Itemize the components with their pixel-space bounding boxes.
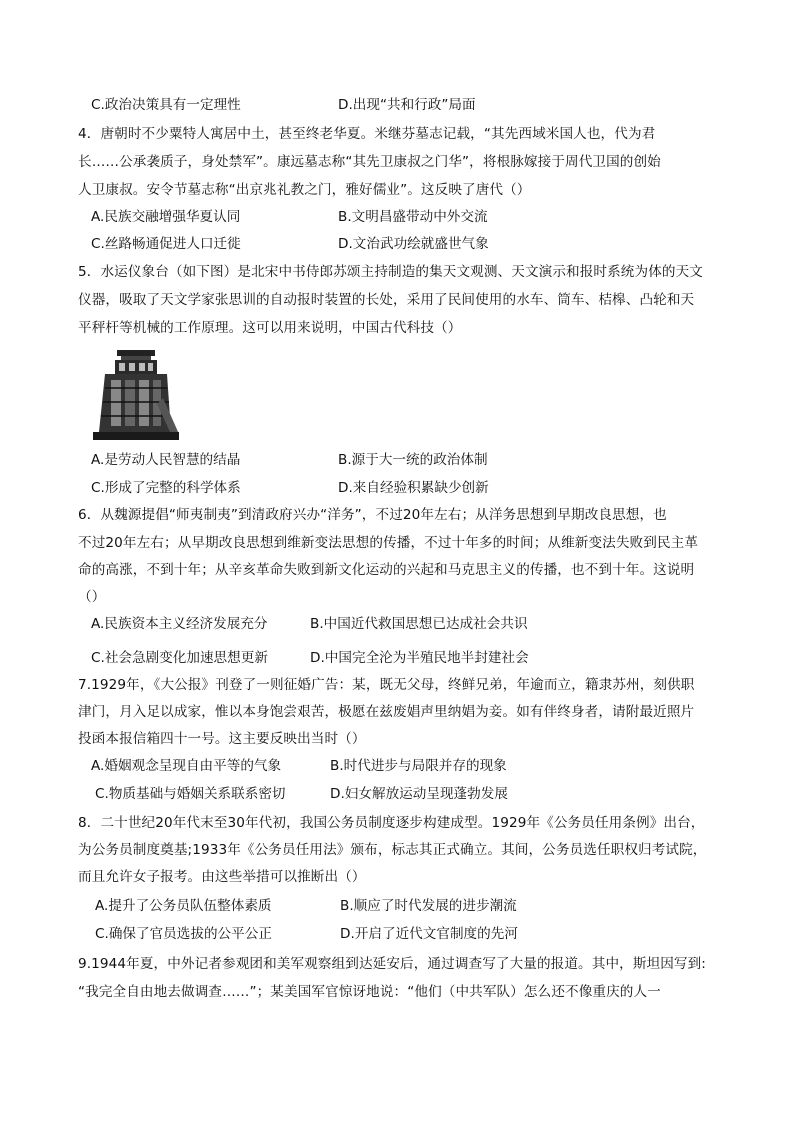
q7-option-b: B.时代进步与局限并存的现象	[330, 758, 507, 774]
q5-option-a: A.是劳动人民智慧的结晶	[91, 452, 241, 468]
q8-stem-line-3: 而且允许女子报考。由这些举措可以推断出（）	[78, 869, 366, 885]
q8-stem-line-2: 为公务员制度奠基;1933年《公务员任用法》颁布，标志其正式确立。其间，公务员选任职权归考试院，	[78, 842, 707, 858]
q8-option-b: B.顺应了时代发展的进步潮流	[340, 898, 517, 914]
q7-option-c: C.物质基础与婚姻关系联系密切	[95, 786, 286, 802]
q7-option-a: A.婚姻观念呈现自由平等的气象	[91, 758, 282, 774]
q5-stem-line-1: 5．水运仪象台（如下图）是北宋中书侍郎苏颂主持制造的集天文观测、天文演示和报时系统为体的天文	[78, 264, 703, 280]
astronomical-clock-tower-icon	[91, 348, 179, 440]
q4-stem-line-2: 长……公承袭质子，身处禁军”。康远墓志称“其先卫康叔之门华”，将根脉嫁接于周代卫国的创始	[78, 154, 661, 170]
q4-option-c: C.丝路畅通促进人口迁徙	[91, 236, 241, 252]
q5-option-c: C.形成了完整的科学体系	[91, 480, 241, 496]
q7-stem-line-2: 津门，月入足以成家，惟以本身饱尝艰苦，极愿在兹废娼声里纳娼为妾。如有伴终身者，请附最近照片	[78, 704, 695, 720]
q7-option-d: D.妇女解放运动呈现蓬勃发展	[330, 786, 508, 802]
q6-stem-line-3: 命的高涨，不到十年；从辛亥革命失败到新文化运动的兴起和马克思主义的传播，也不到十年。这说明	[78, 562, 695, 578]
q5-stem-line-3: 平秤杆等机械的工作原理。这可以用来说明，中国古代科技（）	[78, 320, 462, 336]
q4-option-a: A.民族交融增强华夏认同	[91, 209, 241, 225]
q6-stem-line-4: （）	[78, 589, 106, 605]
q8-option-d: D.开启了近代文官制度的先河	[340, 926, 518, 942]
q4-stem-line-3: 人卫康叔。安令节墓志称“出京兆礼教之门，雅好儒业”。这反映了唐代（）	[78, 182, 531, 198]
q3-option-c: C.政治决策具有一定理性	[91, 97, 241, 113]
q4-stem-line-1: 4．唐朝时不少粟特人寓居中土，甚至终老华夏。米继芬墓志记载，“其先西域米国人也，代为君	[78, 126, 656, 142]
q5-stem-line-2: 仪器，吸取了天文学家张思训的自动报时装置的长处，采用了民间使用的水车、筒车、桔槔、凸轮和天	[78, 292, 695, 308]
q5-option-d: D.来自经验积累缺少创新	[338, 480, 489, 496]
q3-option-d: D.出现“共和行政”局面	[338, 97, 476, 113]
q7-stem-line-1: 7.1929年，《大公报》刊登了一则征婚广告：某，既无父母，终鲜兄弟，年逾而立，籍隶苏州，刻供职	[78, 677, 695, 693]
q4-option-d: D.文治武功绘就盛世气象	[338, 236, 489, 252]
q6-stem-line-2: 不过20年左右；从早期改良思想到维新变法思想的传播，不过十年多的时间；从维新变法失败到民主革	[78, 535, 699, 551]
q7-stem-line-3: 投函本报信箱四十一号。这主要反映出当时（）	[78, 731, 366, 747]
q6-option-a: A.民族资本主义经济发展充分	[91, 616, 268, 632]
q6-stem-line-1: 6．从魏源提倡“师夷制夷”到清政府兴办“洋务”，不过20年左右；从洋务思想到早期改良思想，也	[78, 507, 667, 523]
q9-stem-line-1: 9.1944年夏，中外记者参观团和美军观察组到达延安后，通过调查写了大量的报道。其中，斯坦因写到:	[78, 956, 706, 972]
q6-option-c: C.社会急剧变化加速思想更新	[91, 650, 268, 666]
q9-stem-line-2: “我完全自由地去做调查……”；某美国军官惊讶地说：“他们（中共军队）怎么还不像重庆的人一	[78, 984, 661, 1000]
q8-stem-line-1: 8．二十世纪20年代末至30年代初，我国公务员制度逐步构建成型。1929年《公务员任用条例》出台，	[78, 815, 705, 831]
q6-option-d: D.中国完全沦为半殖民地半封建社会	[310, 650, 529, 666]
q4-option-b: B.文明昌盛带动中外交流	[338, 209, 488, 225]
q8-option-c: C.确保了官员选拔的公平公正	[95, 926, 272, 942]
q5-option-b: B.源于大一统的政治体制	[338, 452, 488, 468]
q8-option-a: A.提升了公务员队伍整体素质	[95, 898, 272, 914]
q6-option-b: B.中国近代救国思想已达成社会共识	[310, 616, 528, 632]
